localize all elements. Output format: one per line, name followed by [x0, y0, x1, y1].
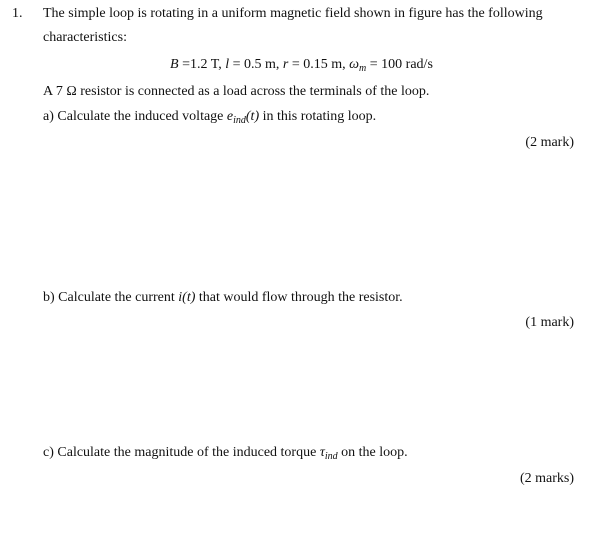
- part-a-symbol: e: [226, 109, 234, 124]
- part-c-label: c): [43, 445, 54, 460]
- part-c-question: [43, 444, 408, 465]
- part-a-text-before: Calculate the induced voltage: [57, 109, 224, 124]
- load-statement: A 7 Ω resistor is connected as a load across the terminals of the loop.: [43, 84, 430, 99]
- part-b-marks: (1 mark): [525, 315, 574, 330]
- part-c-text-after: on the loop.: [341, 445, 408, 460]
- part-b-text-after: that would flow through the resistor.: [198, 290, 403, 305]
- given-values: [170, 56, 433, 77]
- part-a-text-after: in this rotating loop.: [262, 109, 377, 124]
- omega-subscript: m: [359, 63, 367, 74]
- b-value: =1.2 T,: [182, 57, 222, 72]
- part-a-label: a): [43, 109, 54, 124]
- l-symbol: l: [225, 57, 230, 72]
- r-value: = 0.15 m,: [291, 57, 346, 72]
- r-symbol: r: [282, 57, 289, 72]
- part-a-symbol-arg: (t): [245, 109, 260, 124]
- part-a-symbol-sub: ind: [233, 115, 246, 126]
- part-b-symbol: i(t): [178, 290, 196, 305]
- question-stem-line-1: The simple loop is rotating in a uniform magnetic field shown in figure has the following: [43, 6, 543, 21]
- part-b-label: b): [43, 290, 55, 305]
- part-a-question: [43, 108, 376, 129]
- question-number: 1.: [12, 6, 23, 21]
- l-value: = 0.5 m,: [232, 57, 280, 72]
- part-b-question: [43, 289, 403, 306]
- part-c-symbol-sub: ind: [324, 451, 338, 462]
- part-c-marks: (2 marks): [519, 471, 574, 486]
- omega-value: = 100 rad/s: [369, 57, 433, 72]
- part-c-symbol: τ: [319, 445, 325, 460]
- omega-symbol: ω: [349, 57, 360, 72]
- question-stem-line-2: characteristics:: [43, 30, 127, 45]
- part-a-marks: (2 mark): [525, 135, 574, 150]
- part-c-text-before: Calculate the magnitude of the induced torque: [57, 445, 317, 460]
- part-b-text-before: Calculate the current: [58, 290, 175, 305]
- b-symbol: B: [170, 57, 179, 72]
